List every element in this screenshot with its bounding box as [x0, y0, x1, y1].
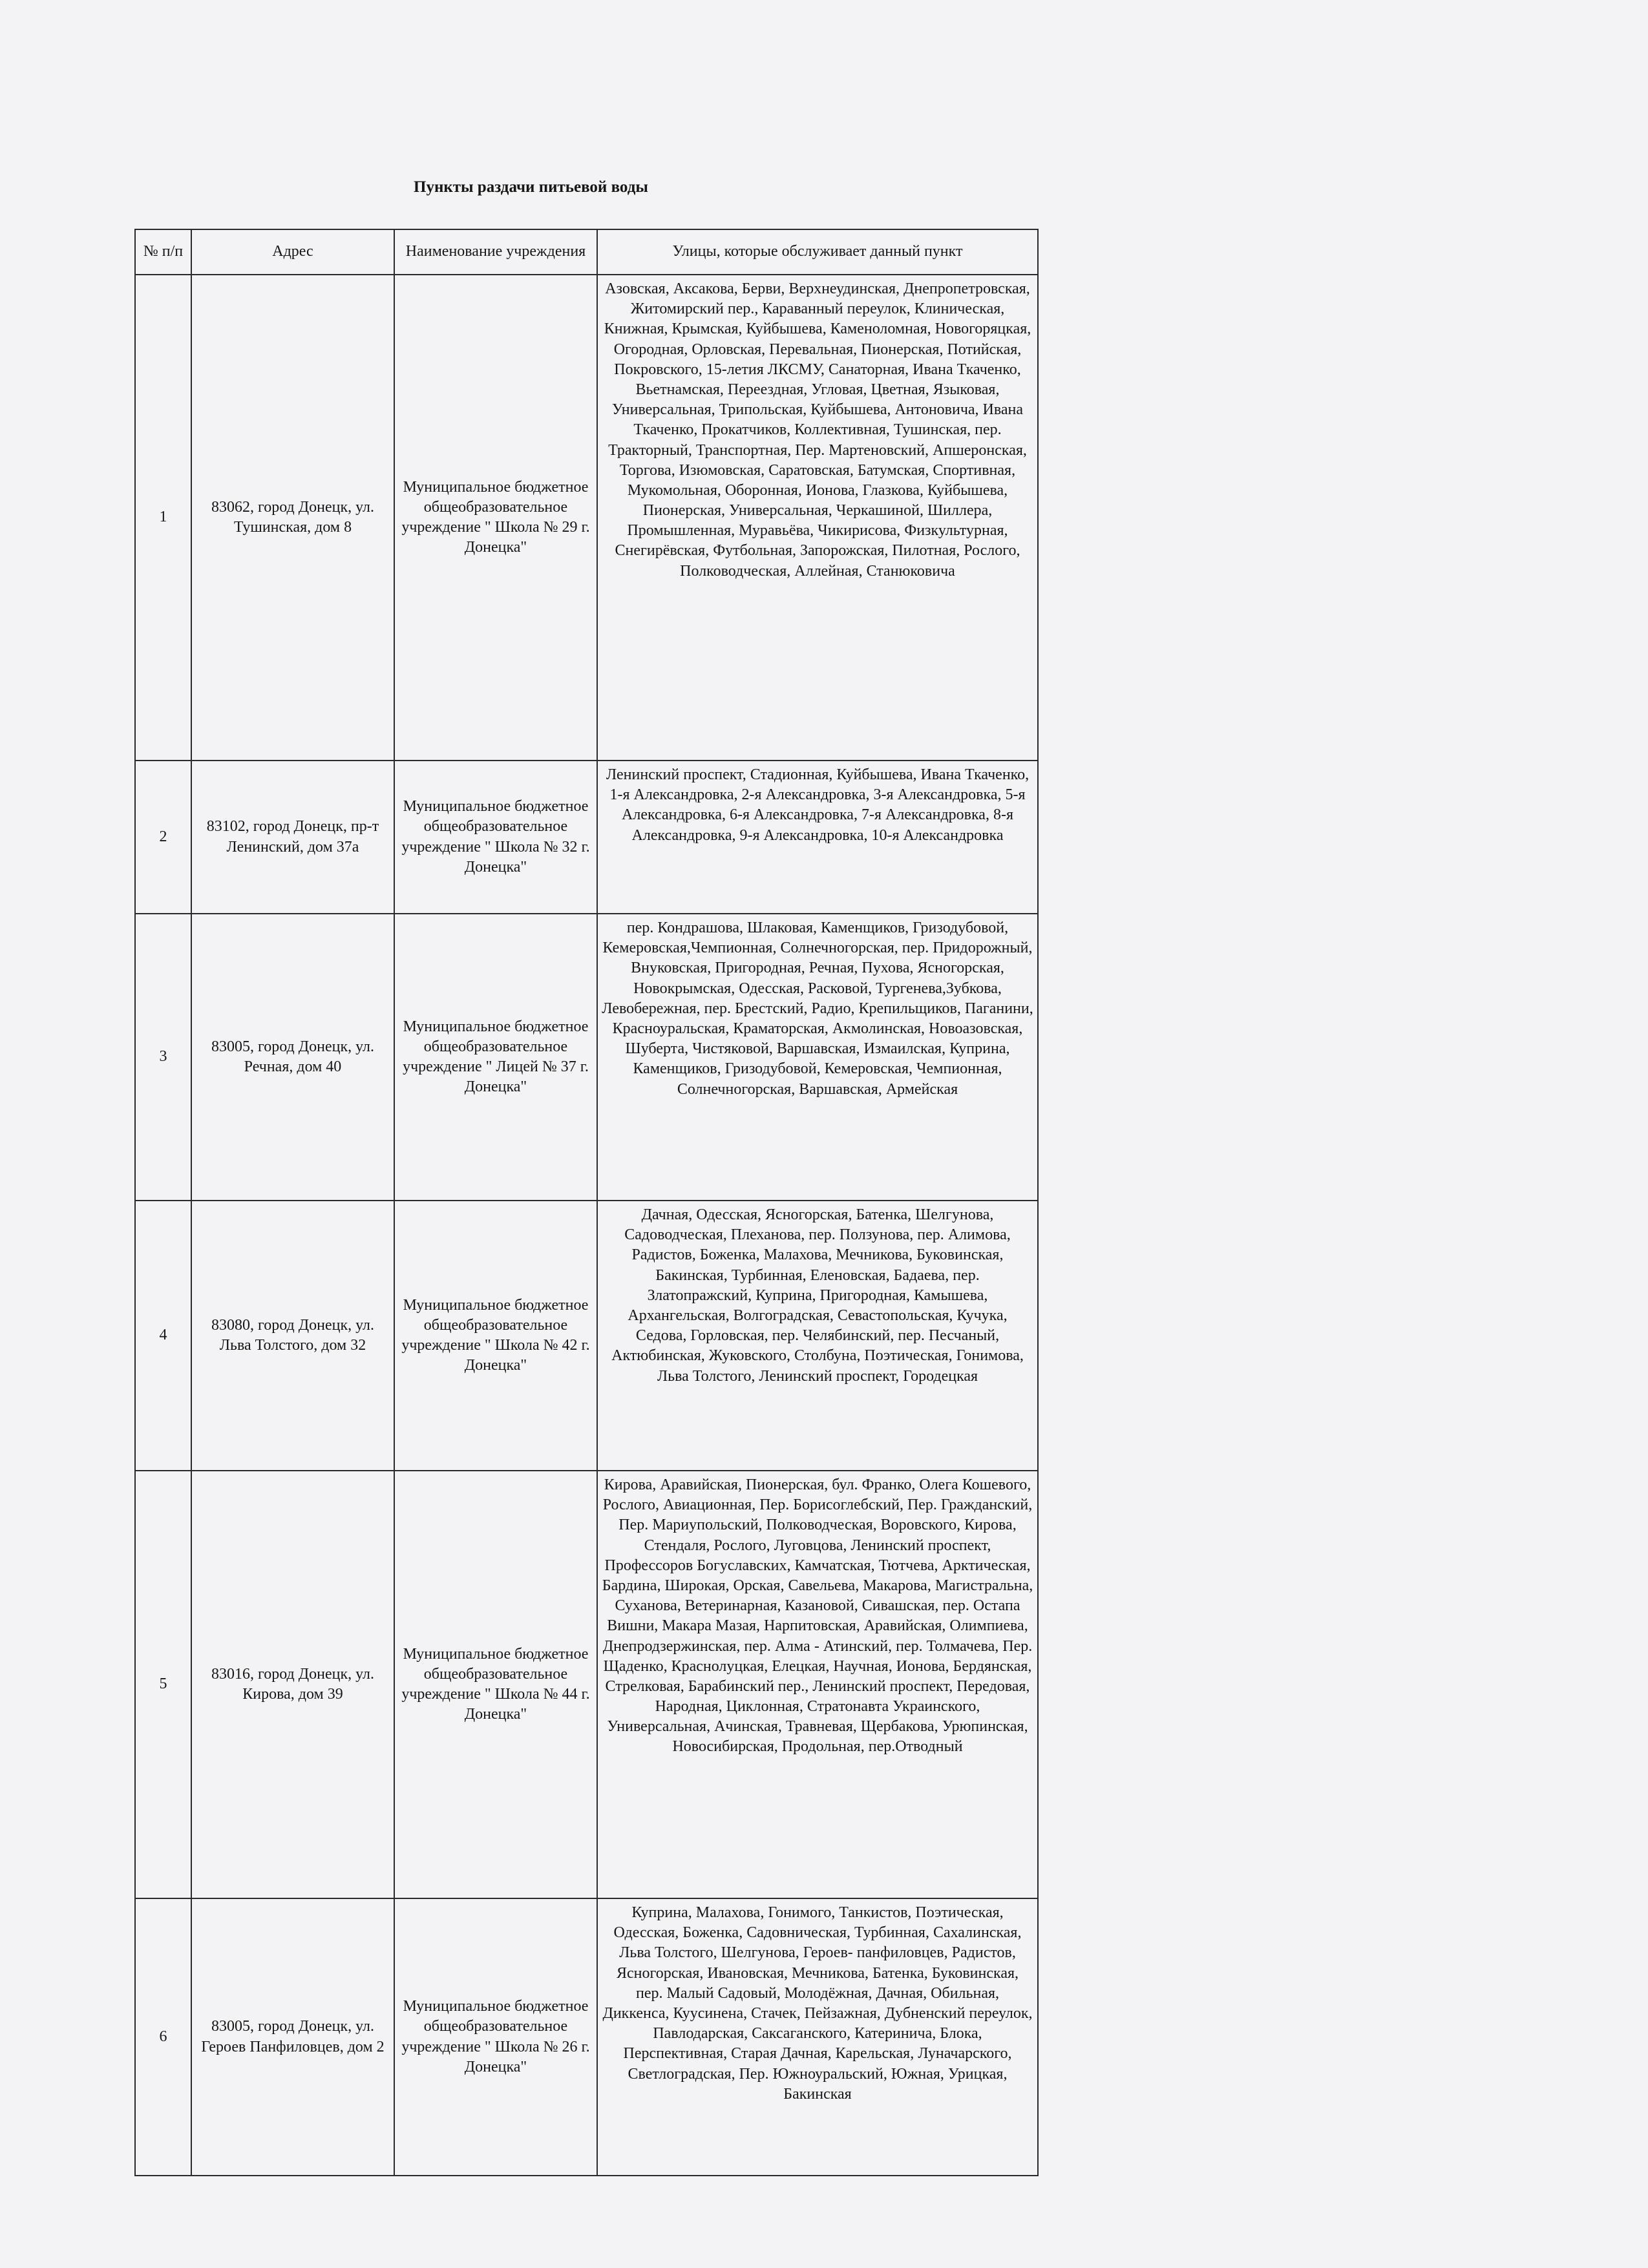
header-number: № п/п [135, 229, 191, 275]
row-streets: Ленинский проспект, Стадионная, Куйбышева, Ивана Ткаченко, 1-я Александровка, 2-я Александровка, 3-я Александровка, 5-я Александровка, 6-я Александровка, 7-я Александровка, 8-я Александровка, 9-я Александровка, 10-я Александровка [597, 761, 1038, 914]
row-streets: Кирова, Аравийская, Пионерская, бул. Франко, Олега Кошевого, Рослого, Авиационная, Пер. Борисоглебский, Пер. Гражданский, Пер. Мариупольский, Полководческая, Воровского, Кирова, Стендаля, Рослого, Луговцова, Ленинский проспект, Профессоров Богуславских, Камчатская, Тютчева, Арктическая, Бардина, Широкая, Орская, Савельева, Макарова, Магистральна, Суханова, Ветеринарная, Казановой, Сивашская, пер. Остапа Вишни, Макара Мазая, Нарпитовская, Аравийская, Олимпиева, Днепродзержинская, пер. Алма - Атинский, пер. Толмачева, Пер. Щаденко, Краснолуцкая, Елецкая, Научная, Ионова, Бердянская, Стрелковая, Барабинский пер., Ленинский проспект, Передовая, Народная, Циклонная, Стратонавта Украинского, Универсальная, Ачинская, Травневая, Щербакова, Урюпинская, Новосибирская, Продольная, пер.Отводный [597, 1471, 1038, 1898]
row-number: 1 [135, 275, 191, 761]
header-streets: Улицы, которые обслуживает данный пункт [597, 229, 1038, 275]
table-row [135, 1471, 1038, 1898]
row-institution: Муниципальное бюджетное общеобразовательное учреждение " Лицей № 37 г. Донецка" [394, 914, 597, 1201]
water-points-table [134, 229, 1039, 2176]
row-institution: Муниципальное бюджетное общеобразовательное учреждение " Школа № 44 г. Донецка" [394, 1471, 597, 1898]
table-header-row [135, 229, 1038, 275]
row-number: 2 [135, 761, 191, 914]
row-address: 83080, город Донецк, ул. Льва Толстого, дом 32 [191, 1201, 394, 1471]
table-row [135, 761, 1038, 914]
table-row [135, 1898, 1038, 2176]
row-streets: Куприна, Малахова, Гонимого, Танкистов, Поэтическая, Одесская, Боженка, Садовническая, Турбинная, Сахалинская, Льва Толстого, Шелгунова, Героев- панфиловцев, Радистов, Ясногорская, Ивановская, Мечникова, Батенка, Буковинская, пер. Малый Садовый, Молодёжная, Дачная, Обильная, Диккенса, Куусинена, Стачек, Пейзажная, Дубненский переулок, Павлодарская, Саксаганского, Катеринича, Блока, Перспективная, Старая Дачная, Карельская, Луначарского, Светлоградская, Пер. Южноуральский, Южная, Урицкая, Бакинская [597, 1898, 1038, 2176]
row-institution: Муниципальное бюджетное общеобразовательное учреждение " Школа № 29 г. Донецка" [394, 275, 597, 761]
row-address: 83016, город Донецк, ул. Кирова, дом 39 [191, 1471, 394, 1898]
row-streets: пер. Кондрашова, Шлаковая, Каменщиков, Гризодубовой, Кемеровская,Чемпионная, Солнечногорская, пер. Придорожный, Внуковская, Пригородная, Речная, Пухова, Ясногорская, Новокрымская, Одесская, Расковой, Тургенева,Зубкова, Левобережная, пер. Брестский, Радио, Крепильщиков, Паганини, Красноуральская, Краматорская, Акмолинская, Новоазовская, Шуберта, Чистяковой, Варшавская, Измаилская, Куприна, Каменщиков, Гризодубовой, Кемеровская, Чемпионная, Солнечногорская, Варшавская, Армейская [597, 914, 1038, 1201]
row-institution: Муниципальное бюджетное общеобразовательное учреждение " Школа № 42 г. Донецка" [394, 1201, 597, 1471]
row-number: 5 [135, 1471, 191, 1898]
table-row [135, 1201, 1038, 1471]
row-number: 3 [135, 914, 191, 1201]
header-institution: Наименование учреждения [394, 229, 597, 275]
row-address: 83005, город Донецк, ул. Речная, дом 40 [191, 914, 394, 1201]
row-institution: Муниципальное бюджетное общеобразовательное учреждение " Школа № 32 г. Донецка" [394, 761, 597, 914]
row-streets: Азовская, Аксакова, Берви, Верхнеудинская, Днепропетровская, Житомирский пер., Караванный переулок, Клиническая, Книжная, Крымская, Куйбышева, Каменоломная, Новогоряцкая, Огородная, Орловская, Перевальная, Пионерская, Потийская, Покровского, 15-летия ЛКСМУ, Санаторная, Ивана Ткаченко, Вьетнамская, Переездная, Угловая, Цветная, Языковая, Универсальная, Трипольская, Куйбышева, Антоновича, Ивана Ткаченко, Прокатчиков, Коллективная, Тушинская, пер. Тракторный, Транспортная, Пер. Мартеновский, Апшеронская, Торгова, Изюмовская, Саратовская, Батумская, Спортивная, Мукомольная, Оборонная, Ионова, Глазкова, Куйбышева, Пионерская, Универсальная, Черкашиной, Шиллера, Промышленная, Муравьёва, Чикирисова, Физкультурная, Снегирёвская, Футбольная, Запорожская, Пилотная, Рослого, Полководческая, Аллейная, Станюковича [597, 275, 1038, 761]
row-address: 83005, город Донецк, ул. Героев Панфиловцев, дом 2 [191, 1898, 394, 2176]
row-address: 83102, город Донецк, пр-т Ленинский, дом 37а [191, 761, 394, 914]
row-number: 6 [135, 1898, 191, 2176]
row-institution: Муниципальное бюджетное общеобразовательное учреждение " Школа № 26 г. Донецка" [394, 1898, 597, 2176]
row-address: 83062, город Донецк, ул. Тушинская, дом 8 [191, 275, 394, 761]
header-address: Адрес [191, 229, 394, 275]
row-number: 4 [135, 1201, 191, 1471]
page-title: Пункты раздачи питьевой воды [414, 178, 648, 196]
table-row [135, 275, 1038, 761]
row-streets: Дачная, Одесская, Ясногорская, Батенка, Шелгунова, Садоводческая, Плеханова, пер. Ползунова, пер. Алимова, Радистов, Боженка, Малахова, Мечникова, Буковинская, Бакинская, Турбинная, Еленовская, Бадаева, пер. Златопражский, Куприна, Пригородная, Камышева, Архангельская, Волгоградская, Севастопольская, Кучука, Седова, Горловская, пер. Челябинский, пер. Песчаный, Актюбинская, Жуковского, Столбуна, Поэтическая, Гонимова, Льва Толстого, Ленинский проспект, Городецкая [597, 1201, 1038, 1471]
table-row [135, 914, 1038, 1201]
